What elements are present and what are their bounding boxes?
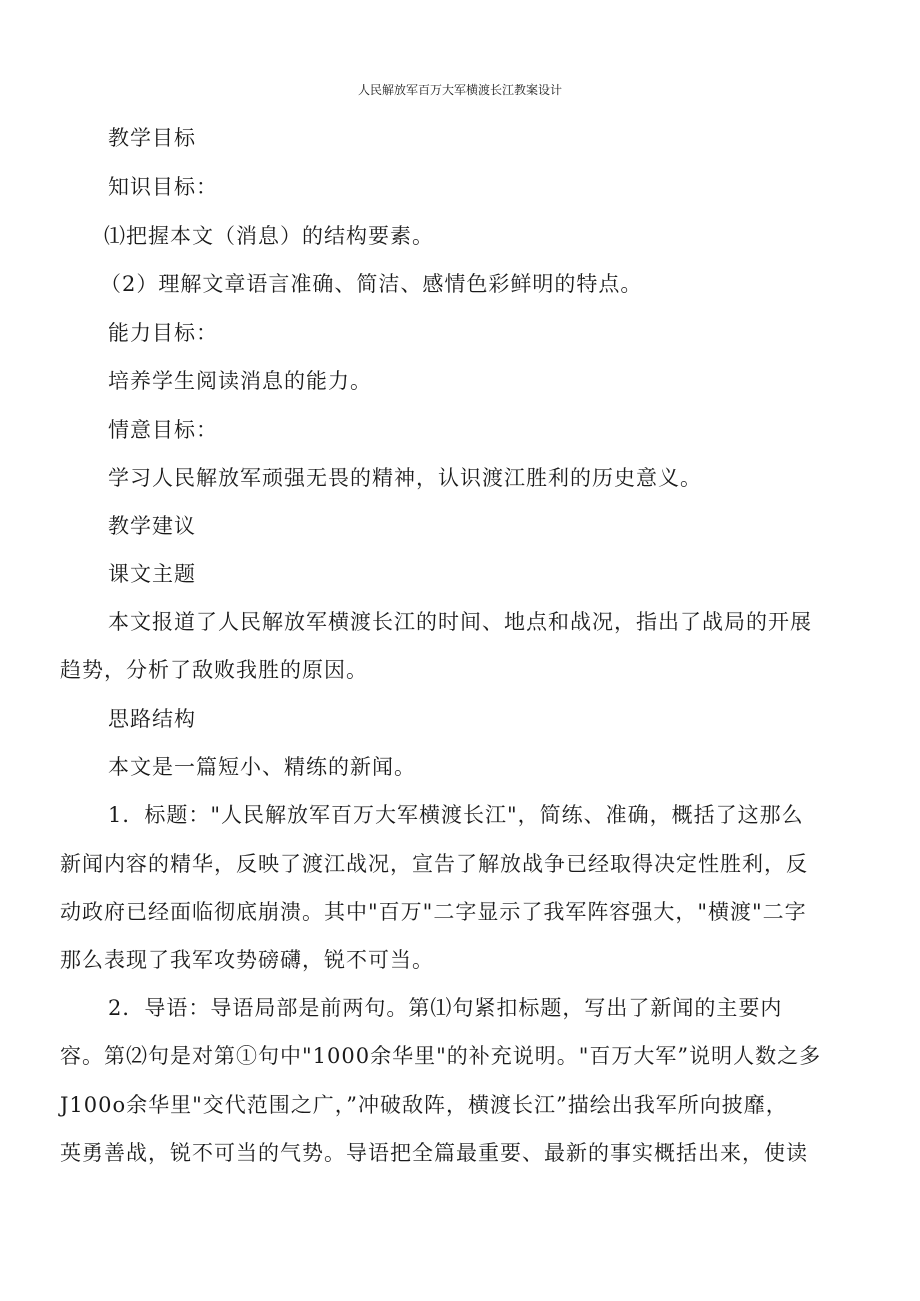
- structure-intro: 本文是一篇短小、精练的新闻。: [108, 755, 416, 779]
- goal-item-2: （2）理解文章语言准确、简洁、感情色彩鲜明的特点。: [100, 272, 643, 296]
- headline-paragraph-line: 动政府已经面临彻底崩溃。其中"百万"二字显示了我军阵容强大，"横渡"二字: [60, 900, 807, 924]
- affective-goal-text: 学习人民解放军顽强无畏的精神，认识渡江胜利的历史意义。: [108, 466, 702, 490]
- theme-paragraph-line: 本文报道了人民解放军横渡长江的时间、地点和战况，指出了战局的开展: [108, 610, 812, 634]
- headline-paragraph-line: 1．标题："人民解放军百万大军横渡长江"，简练、准确，概括了这那么: [108, 803, 804, 827]
- heading-affective-goals: 情意目标：: [108, 418, 218, 442]
- document-title: 人民解放军百万大军横渡长江教案设计: [357, 83, 562, 97]
- heading-structure: 思路结构: [108, 707, 196, 731]
- heading-teaching-advice: 教学建议: [108, 514, 196, 538]
- goal-item-1: ⑴把握本文（消息）的结构要素。: [104, 224, 434, 248]
- lead-paragraph-line: 2．导语：导语局部是前两句。第⑴句紧扣标题，写出了新闻的主要内: [108, 996, 783, 1020]
- heading-ability-goals: 能力目标：: [108, 321, 218, 345]
- theme-paragraph-line: 趋势，分析了敌败我胜的原因。: [60, 658, 368, 682]
- heading-teaching-goals: 教学目标: [108, 126, 196, 150]
- lead-paragraph-line: 英勇善战，锐不可当的气势。导语把全篇最重要、最新的事实概括出来，使读: [60, 1141, 808, 1165]
- headline-paragraph-line: 新闻内容的精华，反映了渡江战况，宣告了解放战争已经取得决定性胜利，反: [60, 852, 808, 876]
- heading-knowledge-goals: 知识目标：: [108, 175, 218, 199]
- headline-paragraph-line: 那么表现了我军攻势磅礴，锐不可当。: [60, 948, 434, 972]
- lead-paragraph-line: J100o余华里"交代范围之广，”冲破敌阵，横渡长江”描绘出我军所向披靡，: [60, 1093, 788, 1117]
- lead-paragraph-line: 容。第⑵句是对第①句中"1000余华里"的补充说明。"百万大军”说明人数之多: [60, 1044, 822, 1068]
- heading-text-theme: 课文主题: [108, 562, 196, 586]
- ability-goal-text: 培养学生阅读消息的能力。: [108, 369, 372, 393]
